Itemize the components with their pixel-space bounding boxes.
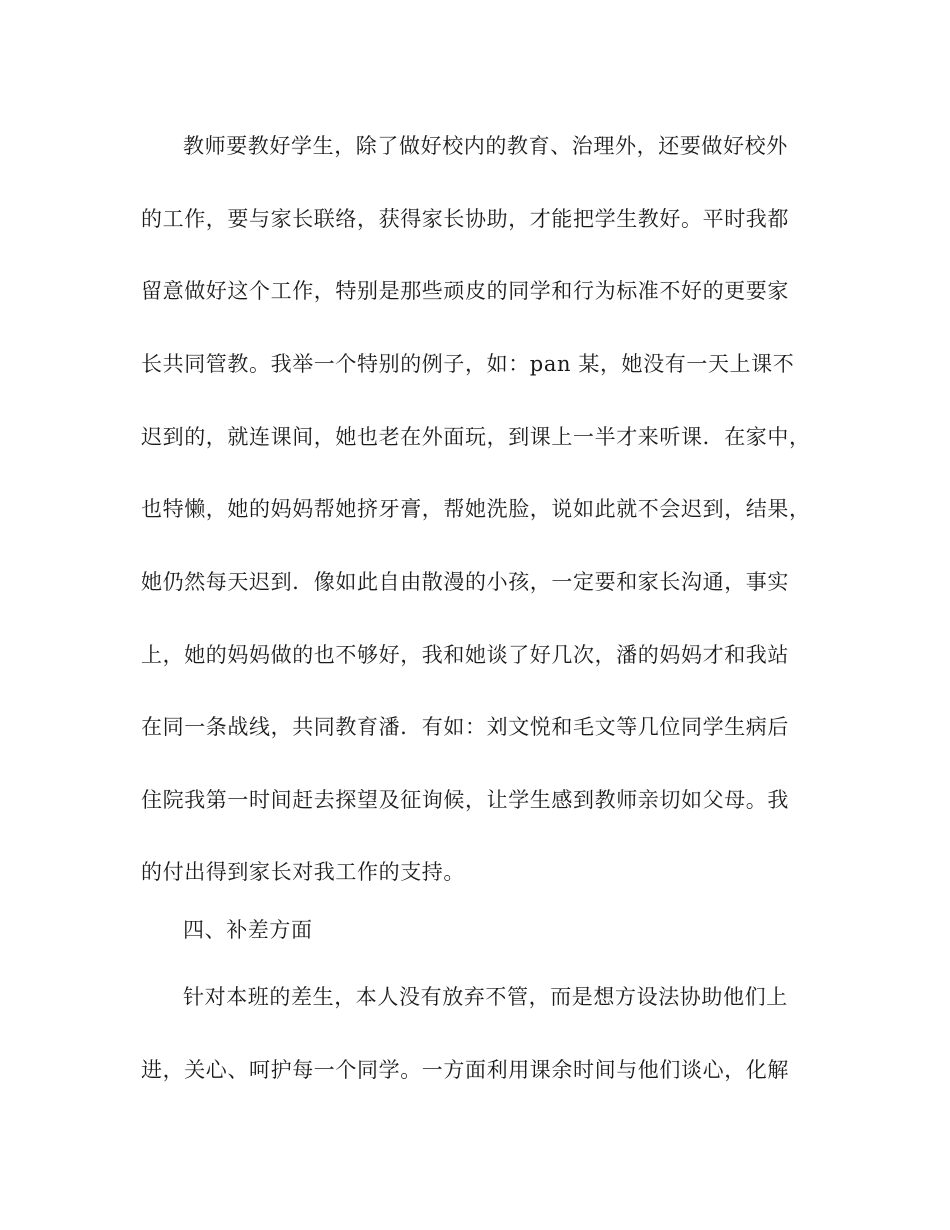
paragraph-line: 她仍然每天迟到．像如此自由散漫的小孩，一定要和家长沟通，事实 [141,570,789,594]
paragraph-line: 上，她的妈妈做的也不够好，我和她谈了好几次，潘的妈妈才和我站 [141,643,789,667]
paragraph-line: 进，关心、呵护每一个同学。一方面利用课余时间与他们谈心，化解 [141,1058,789,1082]
paragraph-line: 针对本班的差生，本人没有放弃不管，而是想方设法协助他们上 [183,985,788,1009]
paragraph-line: 住院我第一时间赶去探望及征询候，让学生感到教师亲切如父母。我 [141,788,789,812]
section-heading: 四、补差方面 [183,918,313,942]
paragraph-line: 迟到的，就连课间，她也老在外面玩，到课上一半才来听课．在家中， [141,425,811,449]
paragraph-line: 长共同管教。我举一个特别的例子，如：pan 某，她没有一天上课不 [141,352,795,376]
paragraph-line: 留意做好这个工作，特别是那些顽皮的同学和行为标准不好的更要家 [141,279,789,303]
paragraph-line: 教师要教好学生，除了做好校内的教育、治理外，还要做好校外 [183,134,788,158]
paragraph-line: 的工作，要与家长联络，获得家长协助，才能把学生教好。平时我都 [141,207,789,231]
paragraph-line: 在同一条战线，共同教育潘．有如：刘文悦和毛文等几位同学生病后 [141,715,789,739]
paragraph-line: 也特懒，她的妈妈帮她挤牙膏，帮她洗脸，说如此就不会迟到，结果， [141,497,811,521]
paragraph-line: 的付出得到家长对我工作的支持。 [141,860,465,884]
